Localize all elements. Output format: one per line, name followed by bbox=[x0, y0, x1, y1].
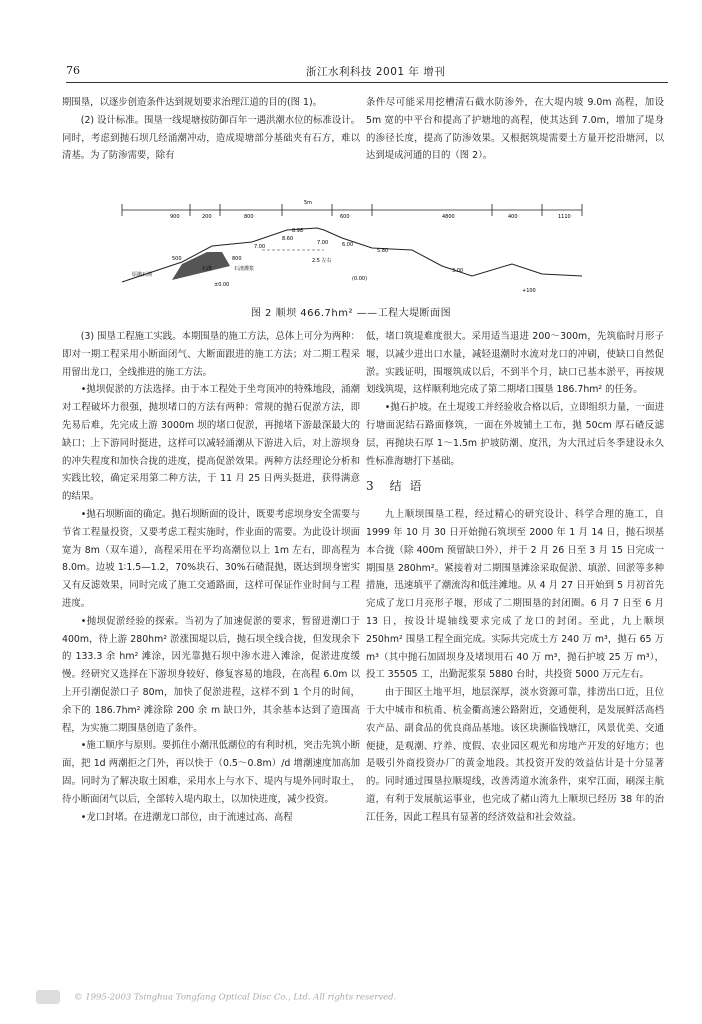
paragraph: •抛坝促淤的方法选择。由于本工程处于坐弯顶冲的特殊地段，涌潮对工程破坏力很强，抛坝堵口的方法有两种：常规的抛石促淤方法，即先易后难，先完成上游 3000m 坝的堵口促淤，再抛堵下游最深最大的缺口；上下游同时挺进，这样可以减轻涌潮从下游进入后，对上游坝身的冲失程度和加快合拢的进度，提高促淤效果。两种方法经理论分析和实践比较，确定采用第二种方法，于 11 月 25 日两头挺进，获得满意的结果。 bbox=[62, 384, 360, 503]
label: 2.5 左右 bbox=[312, 258, 332, 264]
paragraph: •抛坝促淤经验的探索。当初为了加速促淤的要求，暂留进潮口于 400m，待上游 280hm² 淤涨围堤以后，抛石坝全线合拢，但发现余下的 133.3 余 hm² 滩涂，因光靠抛石坝中渗水进入滩涂，促淤进度缓慢。经研究又选择在下游坝身较好、修复容易的地段，在高程 6.0m 以上开引潮促淤口子 80m，加快了促淤进程，这样不到 1 个月的时间，余下的 186.7hm² 滩涂除 200 余 m 缺口外，其余基本达到了造围高程，为实施二期围垦创造了条件。 bbox=[62, 615, 360, 734]
right-column-bottom bbox=[366, 328, 664, 827]
left-column-top bbox=[62, 94, 360, 165]
label: 800 bbox=[244, 214, 254, 220]
section-title: 结 语 bbox=[389, 479, 424, 494]
paragraph: (3) 围垦工程施工实践。本期围垦的施工方法，总体上可分为两种：即对一期工程采用小断面闭气、大断面跟进的施工方法；对二期工程采用留出龙口，全线推进的施工方法。 bbox=[62, 331, 360, 378]
label: 400 bbox=[508, 214, 518, 220]
label: 7.00 bbox=[254, 244, 266, 250]
label: 800 bbox=[232, 256, 242, 262]
label: 1110 bbox=[558, 214, 571, 220]
label: ±0.00 bbox=[214, 282, 230, 288]
paragraph: 由于围区土地平坦，地层深厚，淡水资源可靠，排涝出口近，且位于大中城市和杭甬、杭金衢高速公路附近，交通便利，是发展鲜活高档农产品、副食品的优良商品基地。该区块濒临钱塘江，风景优美、交通便捷，是观潮、疗养、度假、农业园区观光和房地产开发的好地方；也是吸引外商投资办厂的黄金地段。其投资开发的效益估计是十分显著的。同时通过围垦拉顺堤线，改善湾道水流条件，束窄江面，刷深主航道，有利于发展航运事业，也完成了赭山湾九上顺坝已经历 38 年的治江任务，因此工程具有显著的经济效益和社会效益。 bbox=[366, 687, 664, 823]
paragraph: •抛石护坡。在土堤竣工并经验收合格以后，立即组织力量，一面进行塘面泥结石路面修筑，一面在外坡铺土工布，抛 50cm 厚石碴反滤层，再抛块石厚 1～1.5m 护坡防潮、度汛，为大汛过后冬季建设永久性标准海塘打下基础。 bbox=[366, 402, 664, 467]
paragraph: •施工顺序与原则。要抓住小潮汛低潮位的有利时机，突击先筑小断面，把 1d 两潮拒之门外，再以快于（0.5～0.8m）/d 增潮速度加高加固。同时为了解决取土困难，采用水上与水下、堤内与堤外同时取土，待小断面闭气以后，全部转入堤内取土，以加快进度，减少投资。 bbox=[62, 740, 360, 805]
label: 900 bbox=[170, 214, 180, 220]
label: 8.60 bbox=[282, 236, 294, 242]
publisher-logo-icon bbox=[36, 990, 60, 1004]
paragraph: 条件尽可能采用挖槽清石截水防渗外，在大堤内坡 9.0m 高程，加设 5m 宽的中平台和提高了护塘地的高程，使其达到 7.0m，增加了堤身的渗径长度，提高了防渗效果。又根据筑堤需要土方量开挖沿塘河，以达到堤成河通的目的（图 2）。 bbox=[366, 97, 664, 162]
copyright-footer bbox=[36, 990, 396, 1004]
label: 4800 bbox=[442, 214, 455, 220]
label: 8.98 bbox=[292, 228, 304, 234]
paragraph: •龙口封堵。在进潮龙口部位，由于流速过高、高程 bbox=[80, 811, 293, 823]
copyright-text: © 1995-2003 Tsinghua Tongfang Optical Disc Co., Ltd. All rights reserved. bbox=[74, 992, 397, 1003]
page-number: 76 bbox=[66, 64, 80, 77]
section-heading bbox=[366, 478, 664, 496]
label: +100 bbox=[522, 288, 536, 294]
paragraph: (2) 设计标准。围垦一线堤塘按防御百年一遇洪潮水位的标准设计。同时，考虑到抛石坝几经涌潮冲动，造成堤塘部分基础夹有石方，难以清基。为了防渗需要，除有 bbox=[62, 114, 360, 162]
right-column-top bbox=[366, 94, 664, 165]
label: 200 bbox=[202, 214, 212, 220]
section-number: 3 bbox=[366, 479, 376, 494]
label: 5.80 bbox=[377, 248, 389, 254]
label: (0.00) bbox=[352, 276, 368, 282]
paragraph: 九上顺坝围垦工程，经过精心的研究设计、科学合理的施工，自 1999 年 10 月 30 日开始抛石筑坝至 2000 年 1 月 14 日，抛石坝基本合拢（除 400m 预留缺口外），并于 2 月 26 日至 3 月 15 日完成一期围垦 280hm²。紧接着对二期围垦滩涂采取促淤、填淤、回淤等多种措施，迅速填平了潮流沟和低洼滩地。从 4 月 27 日开始到 5 月初首先完成了龙口月亮形子堰，形成了二期围垦的封闭圈。6 月 7 日至 6 月 13 日，按设计堤轴线要求完成了龙口的封闭。至此，九上顺坝 250hm² 围垦工程全面完成。实际共完成土方 240 万 m³，抛石 65 万 m³（其中抛石加固坝身及堵坝用石 40 万 m³，抛石护坡 25 万 m³），投工 35505 工，出勤泥浆泵 5880 台时，共投资 5000 万元左右。 bbox=[366, 509, 664, 681]
paragraph: 期围垦，以逐步创造条件达到规划要求治理江道的目的(图 1)。 bbox=[62, 97, 323, 108]
label: 6.00 bbox=[342, 242, 354, 248]
label: 7.00 bbox=[317, 240, 329, 246]
label: 石渣 bbox=[202, 266, 213, 272]
left-column-bottom bbox=[62, 328, 360, 826]
figure-caption: 图 2 顺坝 466.7hm² ——工程大堤断面图 bbox=[250, 308, 452, 319]
label: 600 bbox=[340, 214, 350, 220]
page-header bbox=[66, 64, 668, 83]
label: 3.00 bbox=[452, 268, 464, 274]
label: 石渣灌浆 bbox=[234, 266, 255, 272]
journal-title: 浙江水利科技 2001 年 增刊 bbox=[306, 66, 446, 78]
paragraph: •抛石坝断面的确定。抛石坝断面的设计，既要考虑坝身安全需要与节省工程量投资，又要考虑工程实施时，作业面的需要。为此设计坝面宽为 8m（双车道），高程采用在平均高潮位以上 1m 左右，即高程为 8.0m。边坡 1∶1.5—1.2，70%块石、30%石碴混抛，既达到坝身密实又有反滤效果，同时完成了施工交通路面，这样可保证作业时间与工程进度。 bbox=[62, 508, 360, 609]
label: 5m bbox=[304, 200, 313, 206]
label: 500 bbox=[172, 256, 182, 262]
label: 原抛石坝 bbox=[132, 272, 153, 278]
paragraph: 低，堵口筑堤难度很大。采用适当退进 200～300m，先筑临时月形子堰，以减少进出口水量，减轻退潮时水流对龙口的冲刷，使缺口自然促淤。实践证明，围堰筑成以后，不到半个月，缺口已基本淤平，再按规划线筑堤，这样顺利地完成了第二期堵口围垦 186.7hm² 的任务。 bbox=[366, 331, 664, 396]
dam-cross-section-figure bbox=[112, 190, 592, 300]
